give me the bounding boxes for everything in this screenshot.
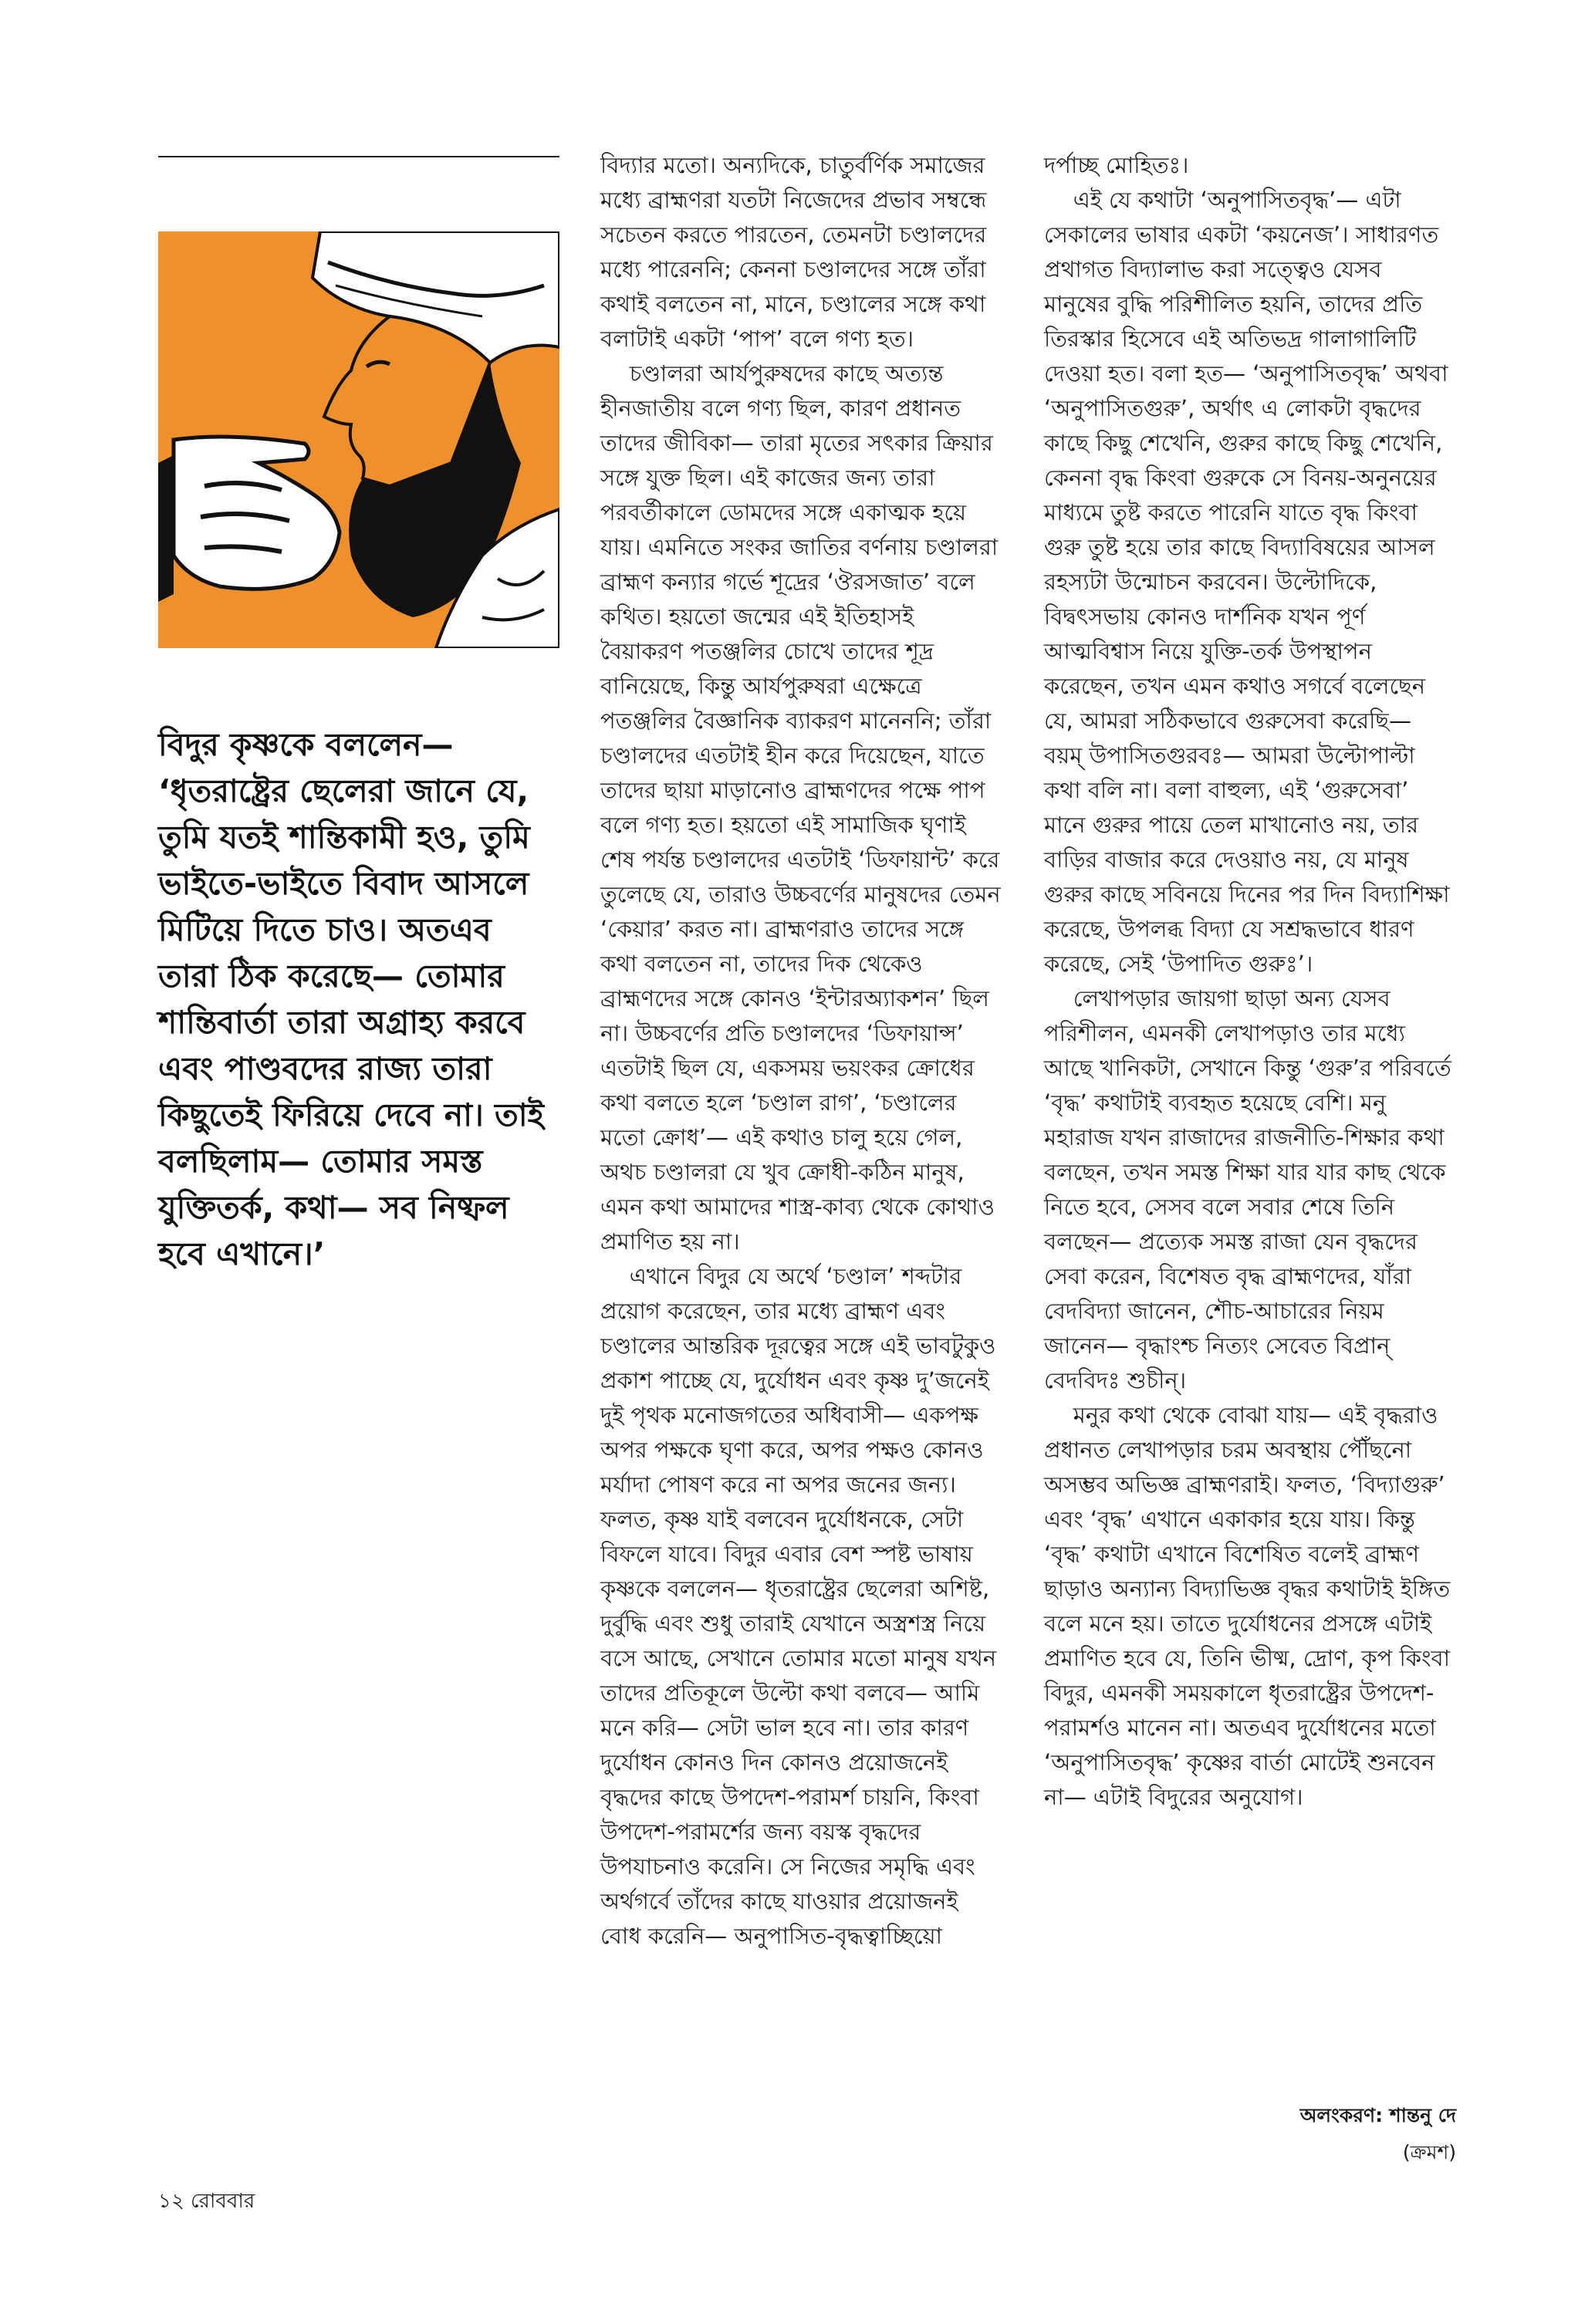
pull-quote-text: বিদুর কৃষ্ণকে বললেন— ‘ধৃতরাষ্ট্রের ছেলেরা জানে যে, তুমি যতই শান্তিকামী হও, তুমি ভাইতে-ভাইতে বিবাদ আসলে মিটিয়ে দিতে চাও। অতএব তারা ঠিক করেছে— তোমার শান্তিবার্তা তারা অগ্রাহ্য করবে এবং পাণ্ডবদের রাজ্য তারা কিছুতেই ফিরিয়ে দেবে না। তাই বলছিলাম— তোমার সমস্ত যুক্তিতর্ক, কথা— সব নিষ্ফল হবে এখানে।’ bbox=[158, 726, 544, 1272]
illustration bbox=[158, 231, 559, 648]
paragraph: দর্পাচ্ছ মোহিতঃ। bbox=[1044, 152, 1189, 178]
article-column-2 bbox=[1044, 148, 1453, 1815]
bearded-man-illustration bbox=[158, 231, 559, 648]
top-rule bbox=[158, 156, 559, 157]
continued-label: (ক্রমশ) bbox=[1402, 2141, 1456, 2164]
paragraph: বিদ্যার মতো। অন্যদিকে, চাতুর্বর্ণিক সমাজের মধ্যে ব্রাহ্মণরা যতটা নিজেদের প্রভাব সম্বন্ধে সচেতন করতে পারতেন, তেমনটা চণ্ডালদের মধ্যে পারেননি; কেননা চণ্ডালদের সঙ্গে তাঁরা কথাই বলতেন না, মানে, চণ্ডালের সঙ্গে কথা বলাটাই একটা ‘পাপ’ বলে গণ্য হত। bbox=[600, 152, 987, 352]
paragraph: চণ্ডালরা আর্যপুরুষদের কাছে অত্যন্ত হীনজাতীয় বলে গণ্য ছিল, কারণ প্রধানত তাদের জীবিকা— তারা মৃতের সৎকার ক্রিয়ার সঙ্গে যুক্ত ছিল। এই কাজের জন্য তারা পরবর্তীকালে ডোমদের সঙ্গে একাত্মক হয়ে যায়। এমনিতে সংকর জাতির বর্ণনায় চণ্ডালরা ব্রাহ্মণ কন্যার গর্ভে শূদ্রের ‘ঔরসজাত’ বলে কথিত। হয়তো জন্মের এই ইতিহাসই বৈয়াকরণ পতঞ্জলির চোখে তাদের শূদ্র বানিয়েছে, কিন্তু আর্যপুরুষরা এক্ষেত্রে পতঞ্জলির বৈজ্ঞানিক ব্যাকরণ মানেননি; তাঁরা চণ্ডালদের এতটাই হীন করে দিয়েছেন, যাতে তাদের ছায়া মাড়ানোও ব্রাহ্মণদের পক্ষে পাপ বলে গণ্য হত। হয়তো এই সামাজিক ঘৃণাই শেষ পর্যন্ত চণ্ডালদের এতটাই ‘ডিফায়ান্ট’ করে তুলেছে যে, তারাও উচ্চবর্ণের মানুষদের তেমন ‘কেয়ার’ করত না। ব্রাহ্মণরাও তাদের সঙ্গে কথা বলতেন না, তাদের দিক থেকেও ব্রাহ্মণদের সঙ্গে কোনও ‘ইন্টারঅ্যাকশন’ ছিল না। উচ্চবর্ণের প্রতি চণ্ডালদের ‘ডিফায়ান্স’ এতটাই ছিল যে, একসময় ভয়ংকর ক্রোধের কথা বলতে হলে ‘চণ্ডাল রাগ’, ‘চণ্ডালের মতো ক্রোধ’— এই কথাও চালু হয়ে গেল, অথচ চণ্ডালরা যে খুব ক্রোধী-কঠিন মানুষ, এমন কথা আমাদের শাস্ত্র-কাব্য থেকে কোথাও প্রমাণিত হয় না। bbox=[600, 360, 1001, 1255]
paragraph: এখানে বিদুর যে অর্থে ‘চণ্ডাল’ শব্দটার প্রয়োগ করেছেন, তার মধ্যে ব্রাহ্মণ এবং চণ্ডালের আন্তরিক দূরত্বের সঙ্গে এই ভাবটুকুও প্রকাশ পাচ্ছে যে, দুর্যোধন এবং কৃষ্ণ দু’জনেই দুই পৃথক মনোজগতের অধিবাসী— একপক্ষ অপর পক্ষকে ঘৃণা করে, অপর পক্ষও কোনও মর্যাদা পোষণ করে না অপর জনের জন্য। ফলত, কৃষ্ণ যাই বলবেন দুর্যোধনকে, সেটা বিফলে যাবে। বিদুর এবার বেশ স্পষ্ট ভাষায় কৃষ্ণকে বললেন— ধৃতরাষ্ট্রের ছেলেরা অশিষ্ট, দুর্বুদ্ধি এবং শুধু তারাই যেখানে অস্ত্রশস্ত্র নিয়ে বসে আছে, সেখানে তোমার মতো মানুষ যখন তাদের প্রতিকূলে উল্টো কথা বলবে— আমি মনে করি— সেটা ভাল হবে না। তার কারণ দুর্যোধন কোনও দিন কোনও প্রয়োজনেই বৃদ্ধদের কাছে উপদেশ-পরামর্শ চায়নি, কিংবা উপদেশ-পরামর্শের জন্য বয়স্ক বৃদ্ধদের উপযাচনাও করেনি। সে নিজের সমৃদ্ধি এবং অর্থগর্বে তাঁদের কাছে যাওয়ার প্রয়োজনই বোধ করেনি— অনুপাসিত-বৃদ্ধত্বাচ্ছিয়ো bbox=[600, 1263, 997, 1949]
article-column-1 bbox=[600, 148, 1002, 1954]
pull-quote bbox=[158, 721, 559, 1277]
illustration-credit: অলংকরণ: শান্তনু দে bbox=[1299, 2104, 1456, 2126]
paragraph: লেখাপড়ার জায়গা ছাড়া অন্য যেসব পরিশীলন, এমনকী লেখাপড়াও তার মধ্যে আছে খানিকটা, সেখানে কিন্তু ‘গুরু’র পরিবর্তে ‘বৃদ্ধ’ কথাটাই ব্যবহৃত হয়েছে বেশি। মনু মহারাজ যখন রাজাদের রাজনীতি-শিক্ষার কথা বলছেন, তখন সমস্ত শিক্ষা যার যার কাছ থেকে নিতে হবে, সেসব বলে সবার শেষে তিনি বলছেন— প্রত্যেক সমস্ত রাজা যেন বৃদ্ধদের সেবা করেন, বিশেষত বৃদ্ধ ব্রাহ্মণদের, যাঁরা বেদবিদ্যা জানেন, শৌচ-আচারের নিয়ম জানেন— বৃদ্ধাংশ্চ নিত্যং সেবেত বিপ্রান্ বেদবিদঃ শুচীন্। bbox=[1044, 985, 1451, 1393]
page-folio: ১২ রোববার bbox=[158, 2190, 255, 2213]
paragraph: এই যে কথাটা ‘অনুপাসিতবৃদ্ধ’— এটা সেকালের ভাষার একটা ‘কয়নেজ’। সাধারণত প্রথাগত বিদ্যালাভ করা সত্ত্বেও যেসব মানুষের বুদ্ধি পরিশীলিত হয়নি, তাদের প্রতি তিরস্কার হিসেবে এই অতিভদ্র গালাগালিটি দেওয়া হত। বলা হত— ‘অনুপাসিতবৃদ্ধ’ অথবা ‘অনুপাসিতগুরু’, অর্থাৎ এ লোকটা বৃদ্ধদের কাছে কিছু শেখেনি, গুরুর কাছে কিছু শেখেনি, কেননা বৃদ্ধ কিংবা গুরুকে সে বিনয়-অনুনয়ের মাধ্যমে তুষ্ট করতে পারেনি যাতে বৃদ্ধ কিংবা গুরু তুষ্ট হয়ে তার কাছে বিদ্যাবিষয়ের আসল রহস্যটা উন্মোচন করবেন। উল্টোদিকে, বিদ্বৎসভায় কোনও দার্শনিক যখন পূর্ণ আত্মবিশ্বাস নিয়ে যুক্তি-তর্ক উপস্থাপন করেছেন, তখন এমন কথাও সগর্বে বলেছেন যে, আমরা সঠিকভাবে গুরুসেবা করেছি— বয়ম্ উপাসিতগুরবঃ— আমরা উল্টোপাল্টা কথা বলি না। বলা বাহুল্য, এই ‘গুরুসেবা’ মানে গুরুর পায়ে তেল মাখানোও নয়, তার বাড়ির বাজার করে দেওয়াও নয়, যে মানুষ গুরুর কাছে সবিনয়ে দিনের পর দিন বিদ্যাশিক্ষা করেছে, উপলব্ধ বিদ্যা যে সশ্রদ্ধভাবে ধারণ করেছে, সেই ‘উপাদিত গুরুঃ’। bbox=[1044, 187, 1450, 977]
paragraph: মনুর কথা থেকে বোঝা যায়— এই বৃদ্ধরাও প্রধানত লেখাপড়ার চরম অবস্থায় পৌঁছনো অসম্ভব অভিজ্ঞ ব্রাহ্মণরাই। ফলত, ‘বিদ্যাগুরু’ এবং ‘বৃদ্ধ’ এখানে একাকার হয়ে যায়। কিন্তু ‘বৃদ্ধ’ কথাটা এখানে বিশেষিত বলেই ব্রাহ্মণ ছাড়াও অন্যান্য বিদ্যাভিজ্ঞ বৃদ্ধর কথাটাই ইঙ্গিত বলে মনে হয়। তাতে দুর্যোধনের প্রসঙ্গে এটাই প্রমাণিত হবে যে, তিনি ভীষ্ম, দ্রোণ, কৃপ কিংবা বিদুর, এমনকী সময়কালে ধৃতরাষ্ট্রের উপদেশ-পরামর্শও মানেন না। অতএব দুর্যোধনের মতো ‘অনুপাসিতবৃদ্ধ’ কৃষ্ণের বার্তা মোটেই শুনবেন না— এটাই বিদুরের অনুযোগ। bbox=[1044, 1402, 1451, 1810]
